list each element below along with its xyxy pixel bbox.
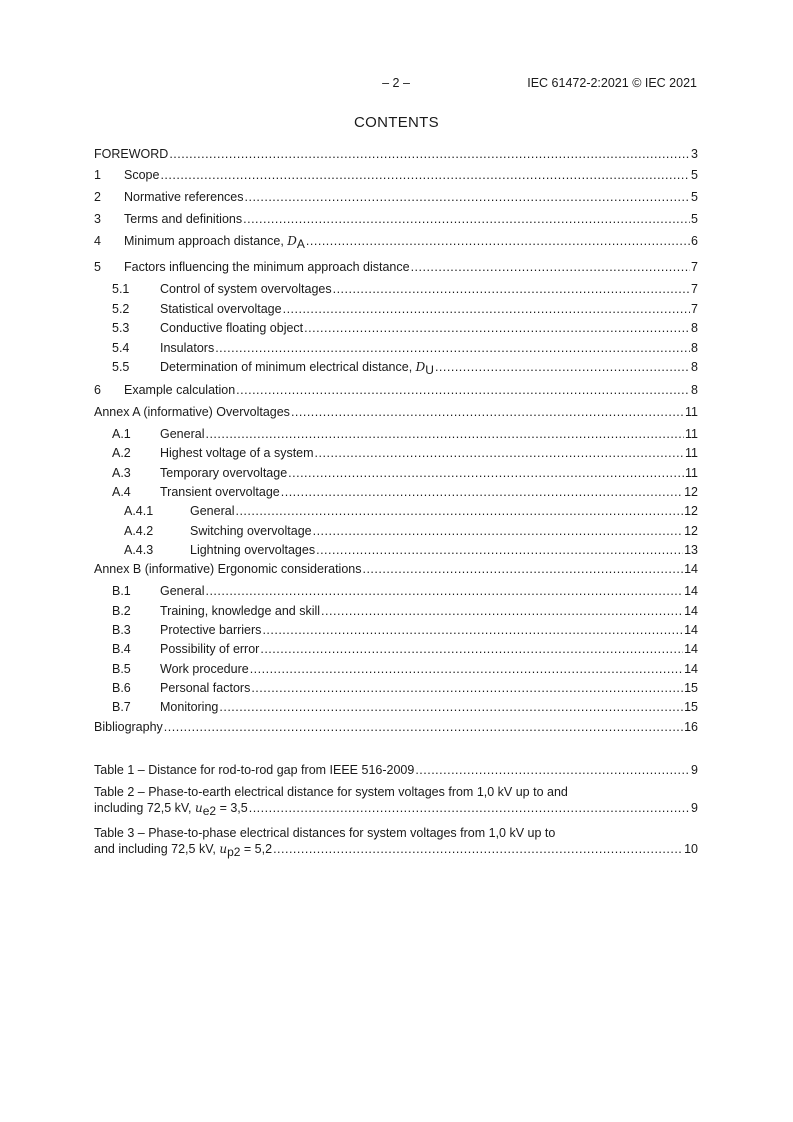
toc-entry-number: B.7	[112, 700, 131, 714]
toc-entry-number: B.4	[112, 642, 131, 656]
toc-entry-number: 4	[94, 234, 101, 248]
label-text: General	[160, 427, 205, 441]
toc-entry[interactable]	[94, 167, 698, 183]
label-text: and including 72,5 kV,	[94, 842, 220, 856]
dot-leader	[283, 301, 690, 317]
toc-entry-label	[94, 146, 168, 162]
toc-entry-label	[124, 167, 159, 183]
toc-entry[interactable]	[94, 661, 698, 677]
dot-leader	[262, 622, 683, 638]
math-symbol: D	[287, 234, 297, 248]
label-text: Monitoring	[160, 700, 219, 714]
toc-entry-number: A.4	[112, 485, 131, 499]
math-subscript: A	[296, 237, 305, 251]
table-entry-label-line1: Table 2 – Phase-to-earth electrical distance for system voltages from 1,0 kV up to and	[94, 785, 568, 799]
toc-entry-page: 5	[691, 190, 698, 204]
label-text: Factors influencing the minimum approach distance	[124, 260, 410, 274]
table-entry-label-line1: Table 3 – Phase-to-phase electrical distances for system voltages from 1,0 kV up to	[94, 826, 556, 840]
page-number: – 2 –	[382, 76, 410, 90]
toc-entry[interactable]	[94, 641, 698, 657]
dot-leader	[304, 320, 690, 336]
toc-entry-number: B.1	[112, 584, 131, 598]
toc-entry-label	[124, 382, 235, 398]
label-text: Determination of minimum electrical distance,	[160, 360, 416, 374]
label-text: Protective barriers	[160, 623, 262, 637]
toc-entry-page: 16	[684, 720, 698, 734]
math-subscript: e2	[202, 804, 217, 818]
toc-entry-label	[160, 301, 282, 317]
toc-entry-page: 5	[691, 212, 698, 226]
toc-entry-page: 12	[684, 504, 698, 518]
toc-entry[interactable]	[94, 465, 698, 481]
toc-entry-label	[190, 523, 312, 539]
label-text: General	[190, 504, 235, 518]
toc-entry-label	[94, 404, 290, 420]
dot-leader	[160, 167, 690, 183]
dot-leader	[415, 762, 690, 778]
page-header	[0, 76, 793, 92]
toc-entry-label	[160, 426, 204, 442]
toc-entry-page: 14	[684, 604, 698, 618]
toc-entry-label	[160, 583, 204, 599]
toc-entry-page: 8	[691, 341, 698, 355]
dot-leader	[411, 259, 690, 275]
toc-entry-number: A.4.3	[124, 543, 154, 557]
toc-entry-page: 7	[691, 260, 698, 274]
toc-entry[interactable]	[94, 445, 698, 461]
table-entry-page: 9	[691, 763, 698, 777]
toc-entry-label	[124, 259, 410, 275]
toc-entry[interactable]	[94, 320, 698, 336]
toc-entry[interactable]	[94, 484, 698, 500]
toc-entry[interactable]	[94, 382, 698, 398]
label-text: = 3,5	[216, 801, 248, 815]
label-text: Example calculation	[124, 383, 236, 397]
toc-entry[interactable]	[94, 503, 698, 519]
label-text: Scope	[124, 168, 160, 182]
toc-entry-page: 14	[684, 584, 698, 598]
toc-entry-label	[190, 503, 234, 519]
toc-entry-label	[124, 233, 305, 249]
table-entry-label-line2	[94, 800, 248, 816]
document-id: IEC 61472-2:2021 © IEC 2021	[527, 76, 697, 90]
toc-entry-label	[160, 465, 287, 481]
dot-leader	[306, 233, 690, 249]
toc-entry-number: B.3	[112, 623, 131, 637]
table-entry-page: 9	[691, 801, 698, 815]
toc-entry-label	[160, 281, 332, 297]
toc-entry-page: 7	[691, 302, 698, 316]
toc-entry-label	[160, 641, 259, 657]
toc-entry-number: A.1	[112, 427, 131, 441]
label-text: Annex A (informative) Overvoltages	[94, 405, 290, 419]
dot-leader	[169, 146, 690, 162]
toc-entry[interactable]	[94, 301, 698, 317]
toc-entry-number: B.5	[112, 662, 131, 676]
label-text: Transient overvoltage	[160, 485, 280, 499]
toc-entry-label	[160, 603, 320, 619]
dot-leader	[291, 404, 684, 420]
dot-leader	[249, 800, 690, 816]
toc-entry-page: 11	[685, 466, 698, 480]
toc-entry[interactable]	[94, 189, 698, 205]
toc-entry-page: 5	[691, 168, 698, 182]
dot-leader	[260, 641, 683, 657]
label-text: Switching overvoltage	[190, 524, 312, 538]
table-entry-label: Table 1 – Distance for rod-to-rod gap from IEEE 516-2009	[94, 763, 415, 777]
toc-entry-number: 5.4	[112, 341, 130, 355]
label-text: General	[160, 584, 205, 598]
toc-entry-number: 2	[94, 190, 101, 204]
list-of-tables-item-3[interactable]	[94, 825, 698, 857]
toc-entry[interactable]	[94, 523, 698, 539]
toc-entry-number: 3	[94, 212, 101, 226]
toc-entry-number: A.3	[112, 466, 131, 480]
dot-leader	[250, 661, 683, 677]
page-title: CONTENTS	[354, 114, 439, 131]
toc-entry[interactable]	[94, 211, 698, 227]
toc-entry-number: A.4.1	[124, 504, 154, 518]
toc-entry[interactable]	[94, 680, 698, 696]
toc-entry-label	[160, 622, 261, 638]
toc-entry[interactable]	[94, 542, 698, 558]
toc-entry-label	[94, 719, 163, 735]
dot-leader	[362, 561, 683, 577]
toc-entry-page: 13	[684, 543, 698, 557]
math-symbol: D	[415, 360, 426, 374]
label-text: Conductive floating object	[160, 321, 304, 335]
label-text: Terms and definitions	[124, 212, 243, 226]
dot-leader	[313, 523, 683, 539]
toc-entry[interactable]	[94, 259, 698, 275]
label-text: Statistical overvoltage	[160, 302, 282, 316]
toc-entry-number: A.4.2	[124, 524, 154, 538]
toc-entry-page: 14	[684, 642, 698, 656]
dot-leader	[245, 189, 691, 205]
toc-entry-label	[94, 561, 361, 577]
toc-entry-label	[160, 484, 280, 500]
toc-entry-label	[160, 445, 314, 461]
toc-entry[interactable]	[94, 146, 698, 162]
math-symbol: u	[219, 842, 228, 856]
dot-leader	[236, 382, 690, 398]
toc-entry-page: 7	[691, 282, 698, 296]
math-subscript: U	[425, 363, 434, 377]
dot-leader	[315, 445, 684, 461]
dot-leader	[164, 719, 683, 735]
dot-leader	[435, 359, 690, 375]
table-entry-page: 10	[684, 842, 698, 856]
math-subscript: p2	[227, 845, 241, 859]
toc-entry-page: 6	[691, 234, 698, 248]
dot-leader	[288, 465, 684, 481]
list-of-tables-item-1[interactable]	[94, 762, 698, 778]
toc-entry[interactable]	[94, 281, 698, 297]
toc-entry-page: 11	[685, 446, 698, 460]
toc-entry-number: B.6	[112, 681, 131, 695]
toc-entry-label	[124, 211, 242, 227]
dot-leader	[205, 426, 684, 442]
label-text: Personal factors	[160, 681, 251, 695]
dot-leader	[243, 211, 690, 227]
label-text: Lightning overvoltages	[190, 543, 316, 557]
toc-entry-number: 5	[94, 260, 101, 274]
toc-entry-page: 11	[685, 427, 698, 441]
toc-entry-label	[160, 359, 434, 375]
label-text: Control of system overvoltages	[160, 282, 332, 296]
toc-entry-page: 14	[684, 562, 698, 576]
label-text: Training, knowledge and skill	[160, 604, 321, 618]
toc-entry-page: 12	[684, 524, 698, 538]
toc-entry-page: 12	[684, 485, 698, 499]
toc-entry-number: 1	[94, 168, 101, 182]
toc-entry-label	[160, 661, 249, 677]
label-text: Bibliography	[94, 720, 163, 734]
toc-entry[interactable]	[94, 583, 698, 599]
toc-entry-label	[190, 542, 315, 558]
toc-entry-page: 3	[691, 147, 698, 161]
dot-leader	[219, 699, 683, 715]
toc-entry[interactable]	[94, 603, 698, 619]
label-text: including 72,5 kV,	[94, 801, 196, 815]
label-text: Annex B (informative) Ergonomic considerations	[94, 562, 362, 576]
toc-entry-label	[160, 680, 250, 696]
toc-entry-number: 5.2	[112, 302, 130, 316]
label-text: Normative references	[124, 190, 244, 204]
toc-entry-page: 14	[684, 662, 698, 676]
toc-entry-page: 8	[691, 383, 698, 397]
toc-entry[interactable]	[94, 233, 698, 249]
toc-entry[interactable]	[94, 622, 698, 638]
toc-entry-page: 14	[684, 623, 698, 637]
toc-entry-page: 8	[691, 360, 698, 374]
toc-entry-number: A.2	[112, 446, 131, 460]
dot-leader	[321, 603, 683, 619]
label-text: Temporary overvoltage	[160, 466, 288, 480]
toc-entry[interactable]	[94, 340, 698, 356]
dot-leader	[215, 340, 690, 356]
label-text: = 5,2	[240, 842, 273, 856]
list-of-tables-item-2[interactable]	[94, 784, 698, 816]
dot-leader	[281, 484, 683, 500]
toc-entry-number: 5.1	[112, 282, 130, 296]
toc-entry[interactable]	[94, 359, 698, 375]
dot-leader	[235, 503, 683, 519]
toc-entry-label	[160, 340, 214, 356]
toc-entry-page: 15	[684, 681, 698, 695]
dot-leader	[333, 281, 690, 297]
table-entry-label-line2	[94, 841, 272, 857]
toc-entry-page: 15	[684, 700, 698, 714]
label-text: Minimum approach distance,	[124, 234, 288, 248]
toc-entry-label	[160, 320, 303, 336]
toc-entry-label	[160, 699, 218, 715]
dot-leader	[273, 841, 683, 857]
toc-entry[interactable]	[94, 426, 698, 442]
dot-leader	[205, 583, 683, 599]
toc-entry-number: 5.3	[112, 321, 130, 335]
toc-entry[interactable]	[94, 719, 698, 735]
label-text: Work procedure	[160, 662, 249, 676]
toc-entry-label	[124, 189, 244, 205]
label-text: Possibility of error	[160, 642, 260, 656]
toc-entry-page: 11	[685, 405, 698, 419]
toc-entry[interactable]	[94, 404, 698, 420]
dot-leader	[316, 542, 683, 558]
toc-entry-number: 6	[94, 383, 101, 397]
label-text: Highest voltage of a system	[160, 446, 314, 460]
label-text: Insulators	[160, 341, 215, 355]
label-text: FOREWORD	[94, 147, 169, 161]
toc-entry-number: 5.5	[112, 360, 130, 374]
math-symbol: u	[195, 801, 203, 815]
toc-entry-page: 8	[691, 321, 698, 335]
dot-leader	[251, 680, 683, 696]
toc-entry[interactable]	[94, 561, 698, 577]
toc-entry-number: B.2	[112, 604, 131, 618]
toc-entry[interactable]	[94, 699, 698, 715]
